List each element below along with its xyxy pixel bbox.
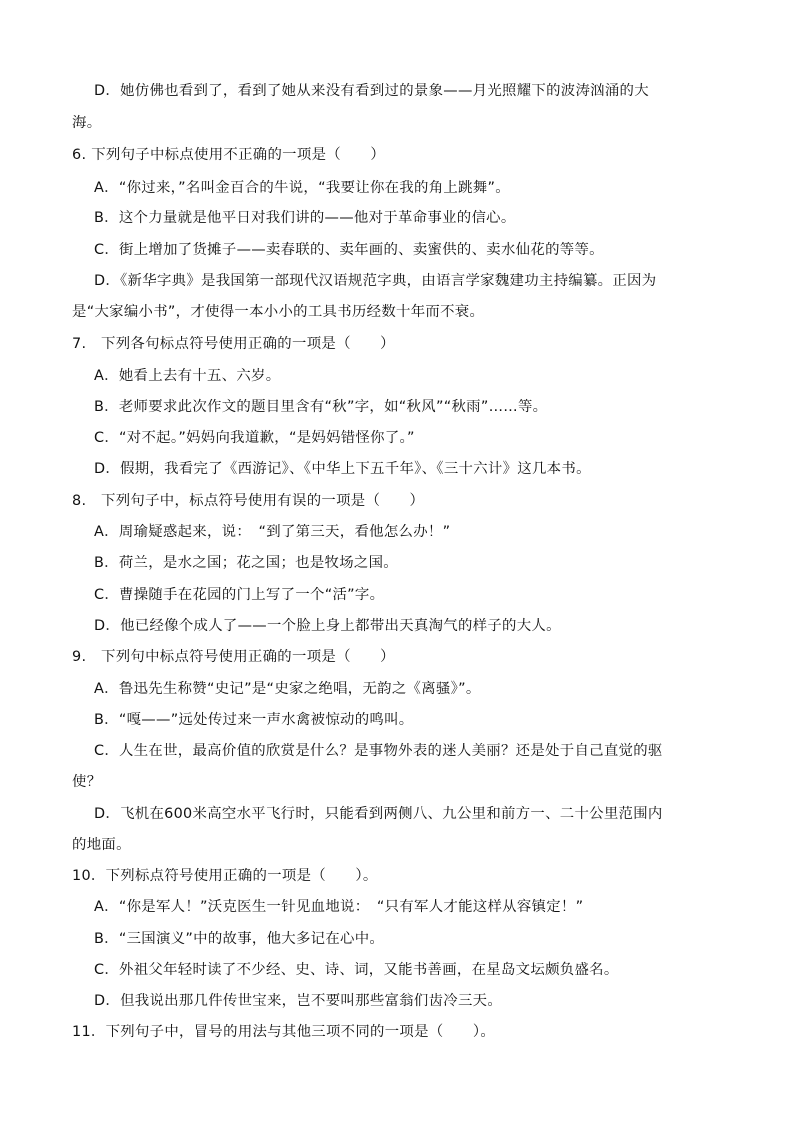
q6-option-c: C．街上增加了货摊子——卖春联的、卖年画的、卖蜜供的、卖水仙花的等等。	[94, 242, 604, 258]
q9-option-b: B．“嘎——”远处传过来一声水禽被惊动的鸣叫。	[94, 712, 414, 728]
q9-option-c-line2: 使？	[72, 774, 102, 790]
q5-option-d-line1: D．她仿佛也看到了，看到了她从来没有看到过的景象——月光照耀下的波涛汹涌的大	[94, 83, 649, 99]
q7-option-a: A．她看上去有十五、六岁。	[94, 368, 281, 384]
q10-stem: 10．下列标点符号使用正确的一项是（ ）。	[72, 868, 378, 884]
q9-option-a: A．鲁迅先生称赞“史记”是“史家之绝唱，无韵之《离骚》”。	[94, 681, 481, 697]
q7-option-b: B．老师要求此次作文的题目里含有“秋”字，如“秋风”“秋雨”……等。	[94, 399, 548, 415]
q9-option-d-line1: D．飞机在600米高空水平飞行时，只能看到两侧八、九公里和前方一、二十公里范围内	[94, 806, 663, 822]
q10-option-c: C．外祖父年轻时读了不少经、史、诗、词，又能书善画，在星岛文坛颇负盛名。	[94, 962, 619, 978]
q8-option-b: B．荷兰，是水之国；花之国；也是牧场之国。	[94, 555, 398, 571]
q8-option-a: A．周瑜疑惑起来，说： “到了第三天，看他怎么办！”	[94, 524, 451, 540]
q10-option-d: D．但我说出那几件传世宝来，岂不要叫那些富翁们齿冷三天。	[94, 993, 503, 1009]
q7-option-d: D．假期，我看完了《西游记》、《中华上下五千年》、《三十六计》这几本书。	[94, 461, 591, 477]
q9-option-c-line1: C．人生在世，最高价值的欣赏是什么？是事物外表的迷人美丽？还是处于自己直觉的驱	[94, 743, 663, 759]
q8-option-c: C．曹操随手在花园的门上写了一个“活”字。	[94, 587, 385, 603]
q8-option-d: D．他已经像个成人了——一个脸上身上都带出天真淘气的样子的大人。	[94, 618, 561, 634]
q6-option-a: A．“你过来，”名叫金百合的牛说，“我要让你在我的角上跳舞”。	[94, 180, 510, 196]
q10-option-a: A．“你是军人！”沃克医生一针见血地说： “只有军人才能这样从容镇定！”	[94, 899, 584, 915]
q10-option-b: B．“三国演义”中的故事，他大多记在心中。	[94, 931, 385, 947]
q7-stem: 7. 下列各句标点符号使用正确的一项是（ ）	[72, 336, 395, 352]
q5-option-d-line2: 海。	[72, 115, 102, 131]
q6-option-d-line2: 是“大家编小书”，才使得一本小小的工具书历经数十年而不衰。	[72, 304, 485, 320]
q11-stem: 11．下列句子中，冒号的用法与其他三项不同的一项是（ ）。	[72, 1024, 496, 1040]
q6-option-d-line1: D．《新华字典》是我国第一部现代汉语规范字典，由语言学家魏建功主持编纂。正因为	[94, 273, 657, 289]
q6-option-b: B．这个力量就是他平日对我们讲的——他对于革命事业的信心。	[94, 210, 516, 226]
q6-stem: 6. 下列句子中标点使用不正确的一项是（ ）	[72, 147, 386, 163]
q7-option-c: C．“对不起。”妈妈向我道歉，“是妈妈错怪你了。”	[94, 430, 415, 446]
q9-option-d-line2: 的地面。	[72, 837, 131, 853]
q9-stem: 9. 下列句中标点符号使用正确的一项是（ ）	[72, 649, 395, 665]
q8-stem: 8. 下列句子中，标点符号使用有误的一项是（ ）	[72, 493, 425, 509]
